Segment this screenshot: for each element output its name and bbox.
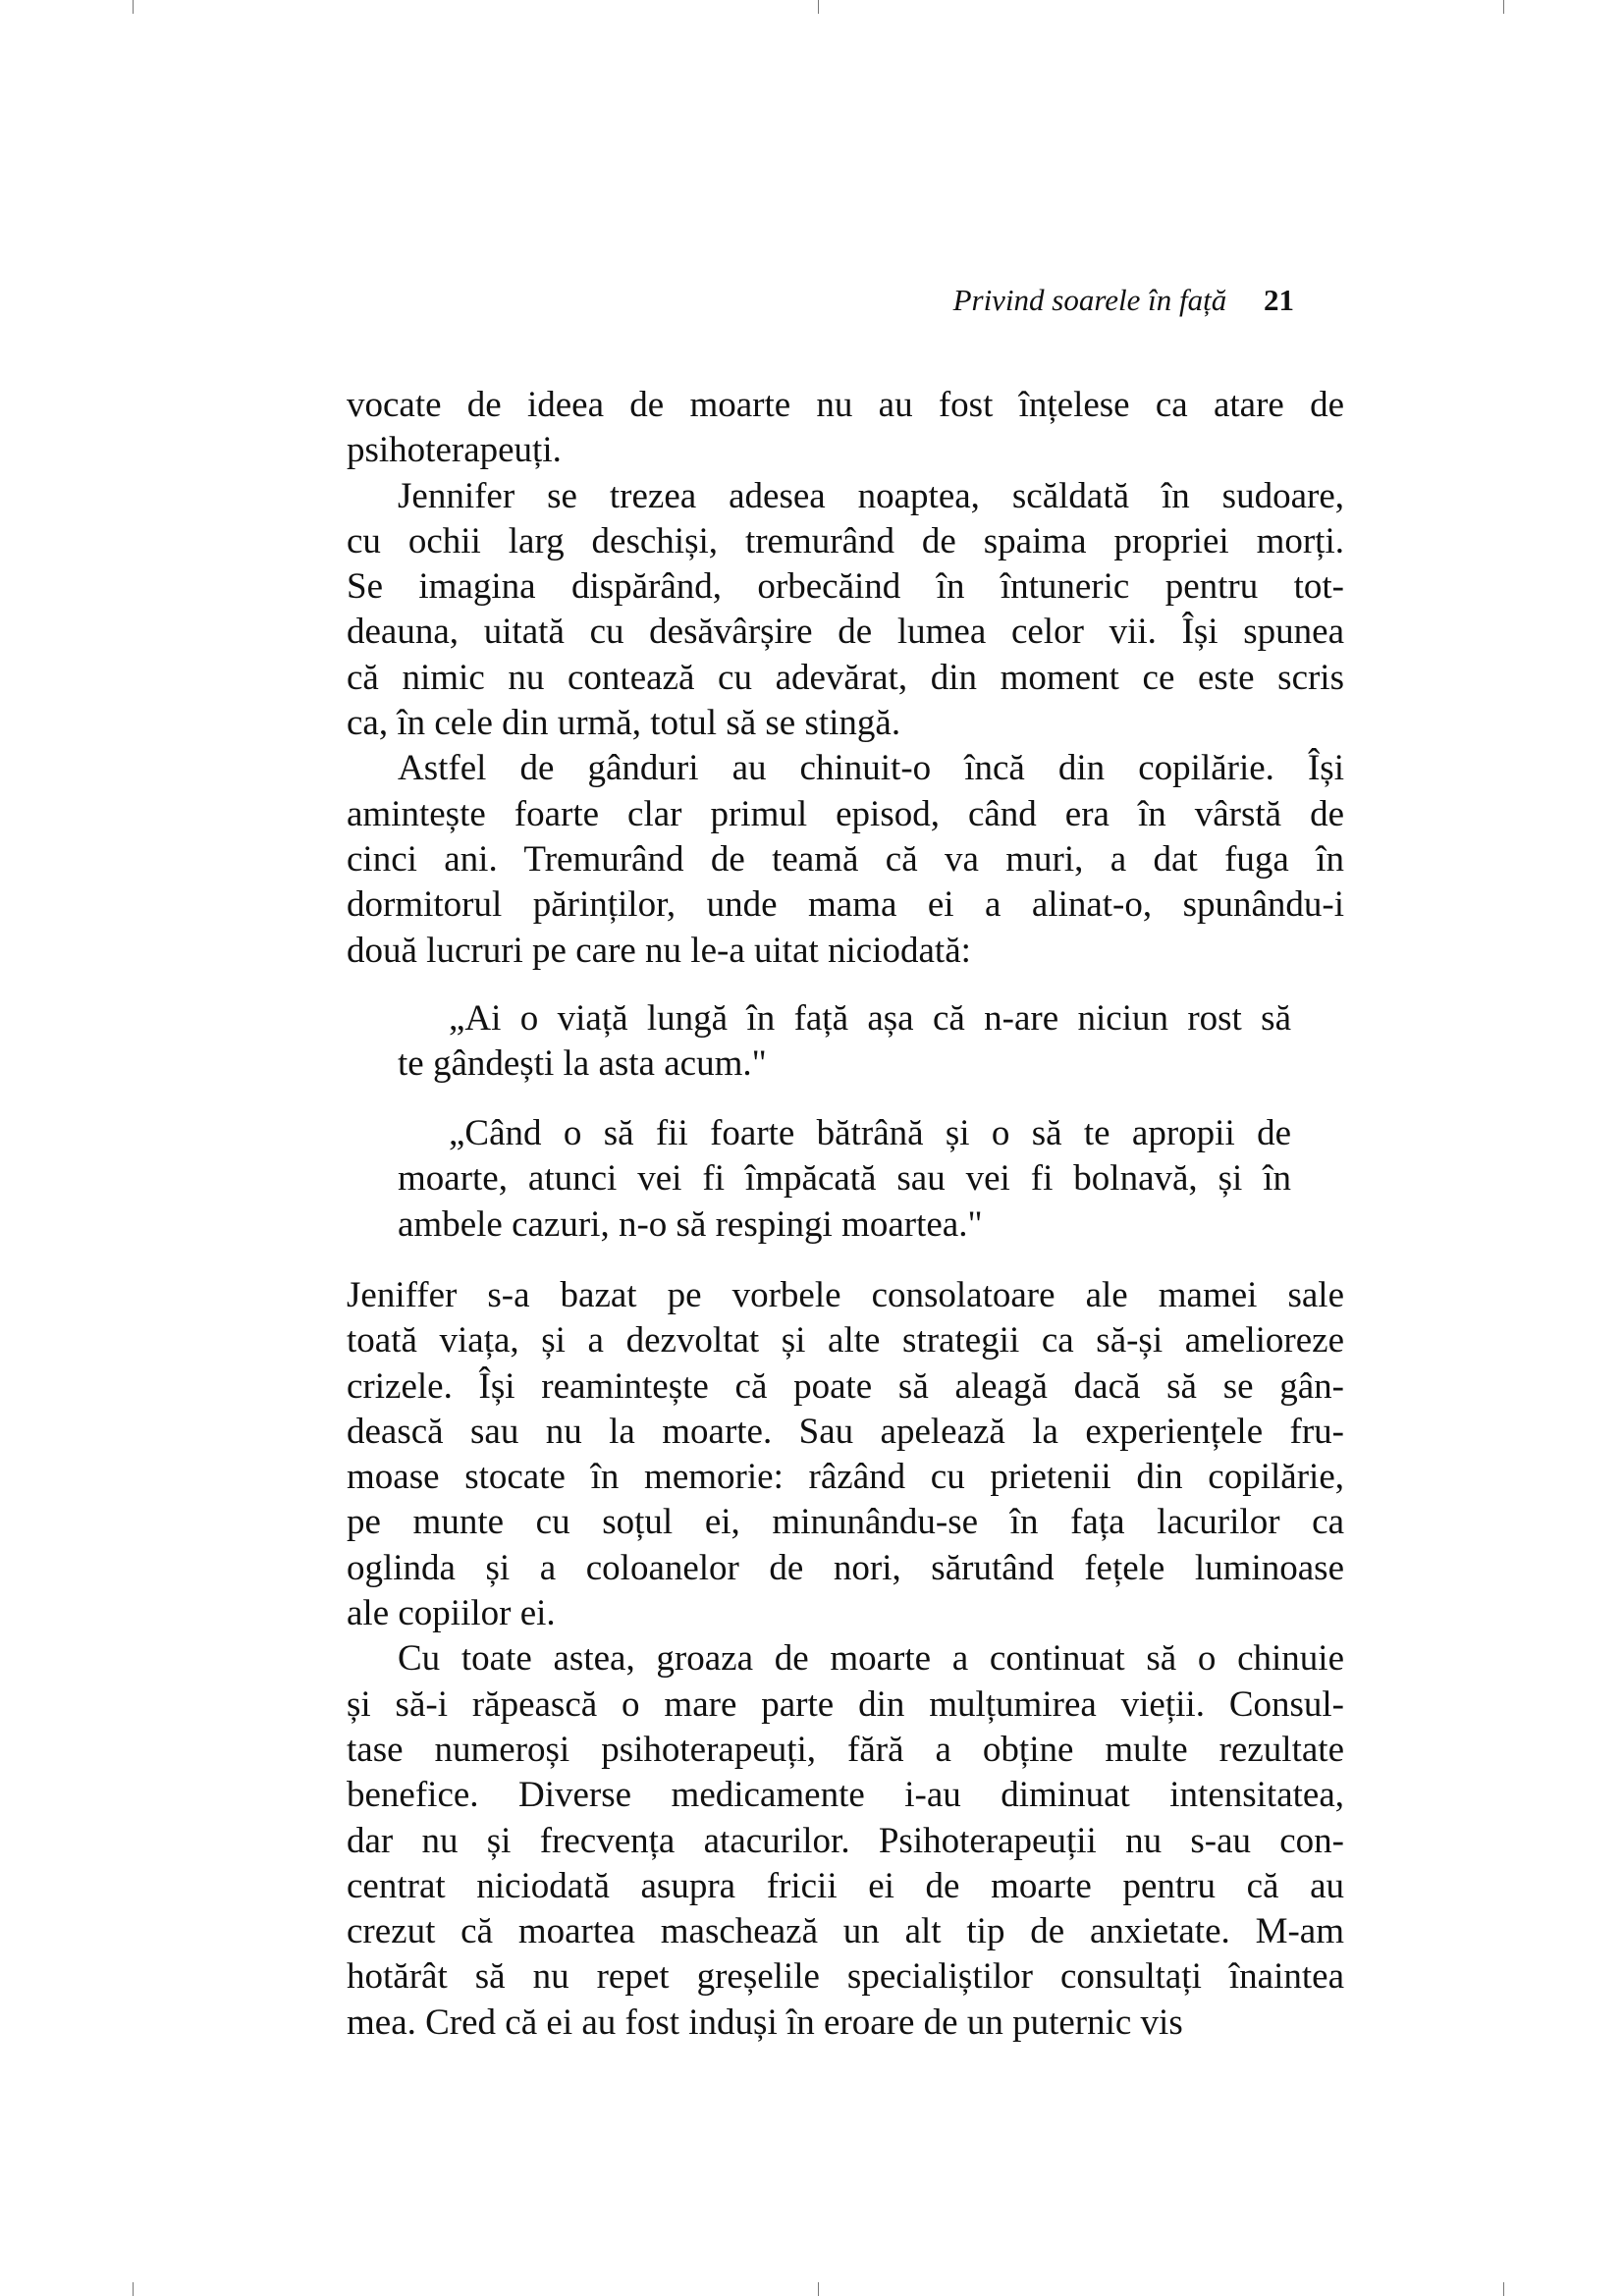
text-line: ca, în cele din urmă, totul să se stingă.: [347, 703, 901, 744]
text-line: amintește foarte clar primul episod, când era în vârstă de: [347, 793, 1344, 834]
text-line: centrat niciodată asupra fricii ei de moarte pentru că au: [347, 1865, 1344, 1906]
text-line: Astfel de gânduri au chinuit-o încă din copilărie. Își: [398, 748, 1344, 789]
paragraph: [398, 996, 1291, 1088]
crop-mark: [818, 2282, 819, 2296]
text-line: ale copiilor ei.: [347, 1593, 556, 1634]
paragraph: [347, 1636, 1344, 2046]
crop-mark: [133, 0, 134, 14]
text-line: „Ai o viață lungă în față așa că n-are niciun rost să: [449, 998, 1291, 1039]
block-quote: [398, 1111, 1291, 1248]
text-line: dar nu și frecvența atacurilor. Psihoterapeuții nu s-au con-: [347, 1820, 1344, 1861]
text-line: mea. Cred că ei au fost induși în eroare de un puternic vis: [347, 2002, 1183, 2043]
paragraph: [347, 1273, 1344, 1636]
text-line: crizele. Își reamintește că poate să aleagă dacă să se gân-: [347, 1365, 1344, 1407]
text-line: crezut că moartea maschează un alt tip de anxietate. M-am: [347, 1911, 1344, 1952]
text-line: și să-i răpească o mare parte din mulțumirea vieții. Consul-: [347, 1683, 1344, 1725]
text-line: vocate de ideea de moarte nu au fost înțelese ca atare de: [347, 385, 1344, 425]
text-line: oglinda și a coloanelor de nori, sărutând fețele luminoase: [347, 1547, 1344, 1588]
text-line: două lucruri pe care nu le-a uitat niciodată:: [347, 930, 971, 971]
text-line: pe munte cu soțul ei, minunându-se în fața lacurilor ca: [347, 1502, 1344, 1543]
paragraph: [347, 383, 1344, 474]
paragraph: [347, 746, 1344, 973]
text-line: cu ochii larg deschiși, tremurând de spaima propriei morți.: [347, 520, 1344, 561]
text-line: cinci ani. Tremurând de teamă că va muri, a dat fuga în: [347, 838, 1344, 880]
body-text-block: [347, 383, 1344, 974]
text-line: că nimic nu contează cu adevărat, din moment ce este scris: [347, 657, 1344, 698]
crop-mark: [1503, 2282, 1504, 2296]
text-line: benefice. Diverse medicamente i-au diminuat intensitatea,: [347, 1775, 1344, 1816]
text-line: Jeniffer s-a bazat pe vorbele consolatoare ale mamei sale: [347, 1275, 1344, 1315]
crop-mark: [818, 0, 819, 14]
text-line: te gândești la asta acum.": [398, 1043, 767, 1085]
block-quote: [398, 996, 1291, 1088]
running-title: Privind soarele în față: [952, 283, 1227, 317]
text-line: tase numeroși psihoterapeuți, fără a obține multe rezultate: [347, 1729, 1344, 1770]
text-line: moarte, atunci vei fi împăcată sau vei fi bolnavă, și în: [398, 1158, 1291, 1200]
text-line: Se imagina dispărând, orbecăind în întuneric pentru tot-: [347, 566, 1344, 608]
text-line: ambele cazuri, n-o să respingi moartea.": [398, 1203, 983, 1245]
text-line: dormitorul părinților, unde mama ei a alinat-o, spunându-i: [347, 884, 1344, 926]
text-line: „Când o să fii foarte bătrână și o să te apropii de: [449, 1113, 1291, 1153]
text-line: moase stocate în memorie: râzând cu prietenii din copilărie,: [347, 1457, 1344, 1498]
page-number: 21: [1264, 283, 1294, 317]
paragraph: [398, 1111, 1291, 1248]
body-text-block: [347, 1273, 1344, 2046]
text-line: hotărât să nu repet greșelile specialiștilor consultați înaintea: [347, 1956, 1344, 1998]
text-line: Cu toate astea, groaza de moarte a continuat să o chinuie: [398, 1638, 1344, 1680]
running-header: [953, 283, 1294, 318]
text-line: toată viața, și a dezvoltat și alte strategii ca să-și amelioreze: [347, 1320, 1344, 1362]
crop-mark: [1503, 0, 1504, 14]
crop-mark: [133, 2282, 134, 2296]
text-line: dească sau nu la moarte. Sau apelează la experiențele fru-: [347, 1411, 1344, 1452]
text-line: deauna, uitată cu desăvârșire de lumea celor vii. Își spunea: [347, 612, 1344, 653]
text-line: Jennifer se trezea adesea noaptea, scăldată în sudoare,: [398, 475, 1344, 516]
text-line: psihoterapeuți.: [347, 430, 562, 471]
paragraph: [347, 474, 1344, 747]
